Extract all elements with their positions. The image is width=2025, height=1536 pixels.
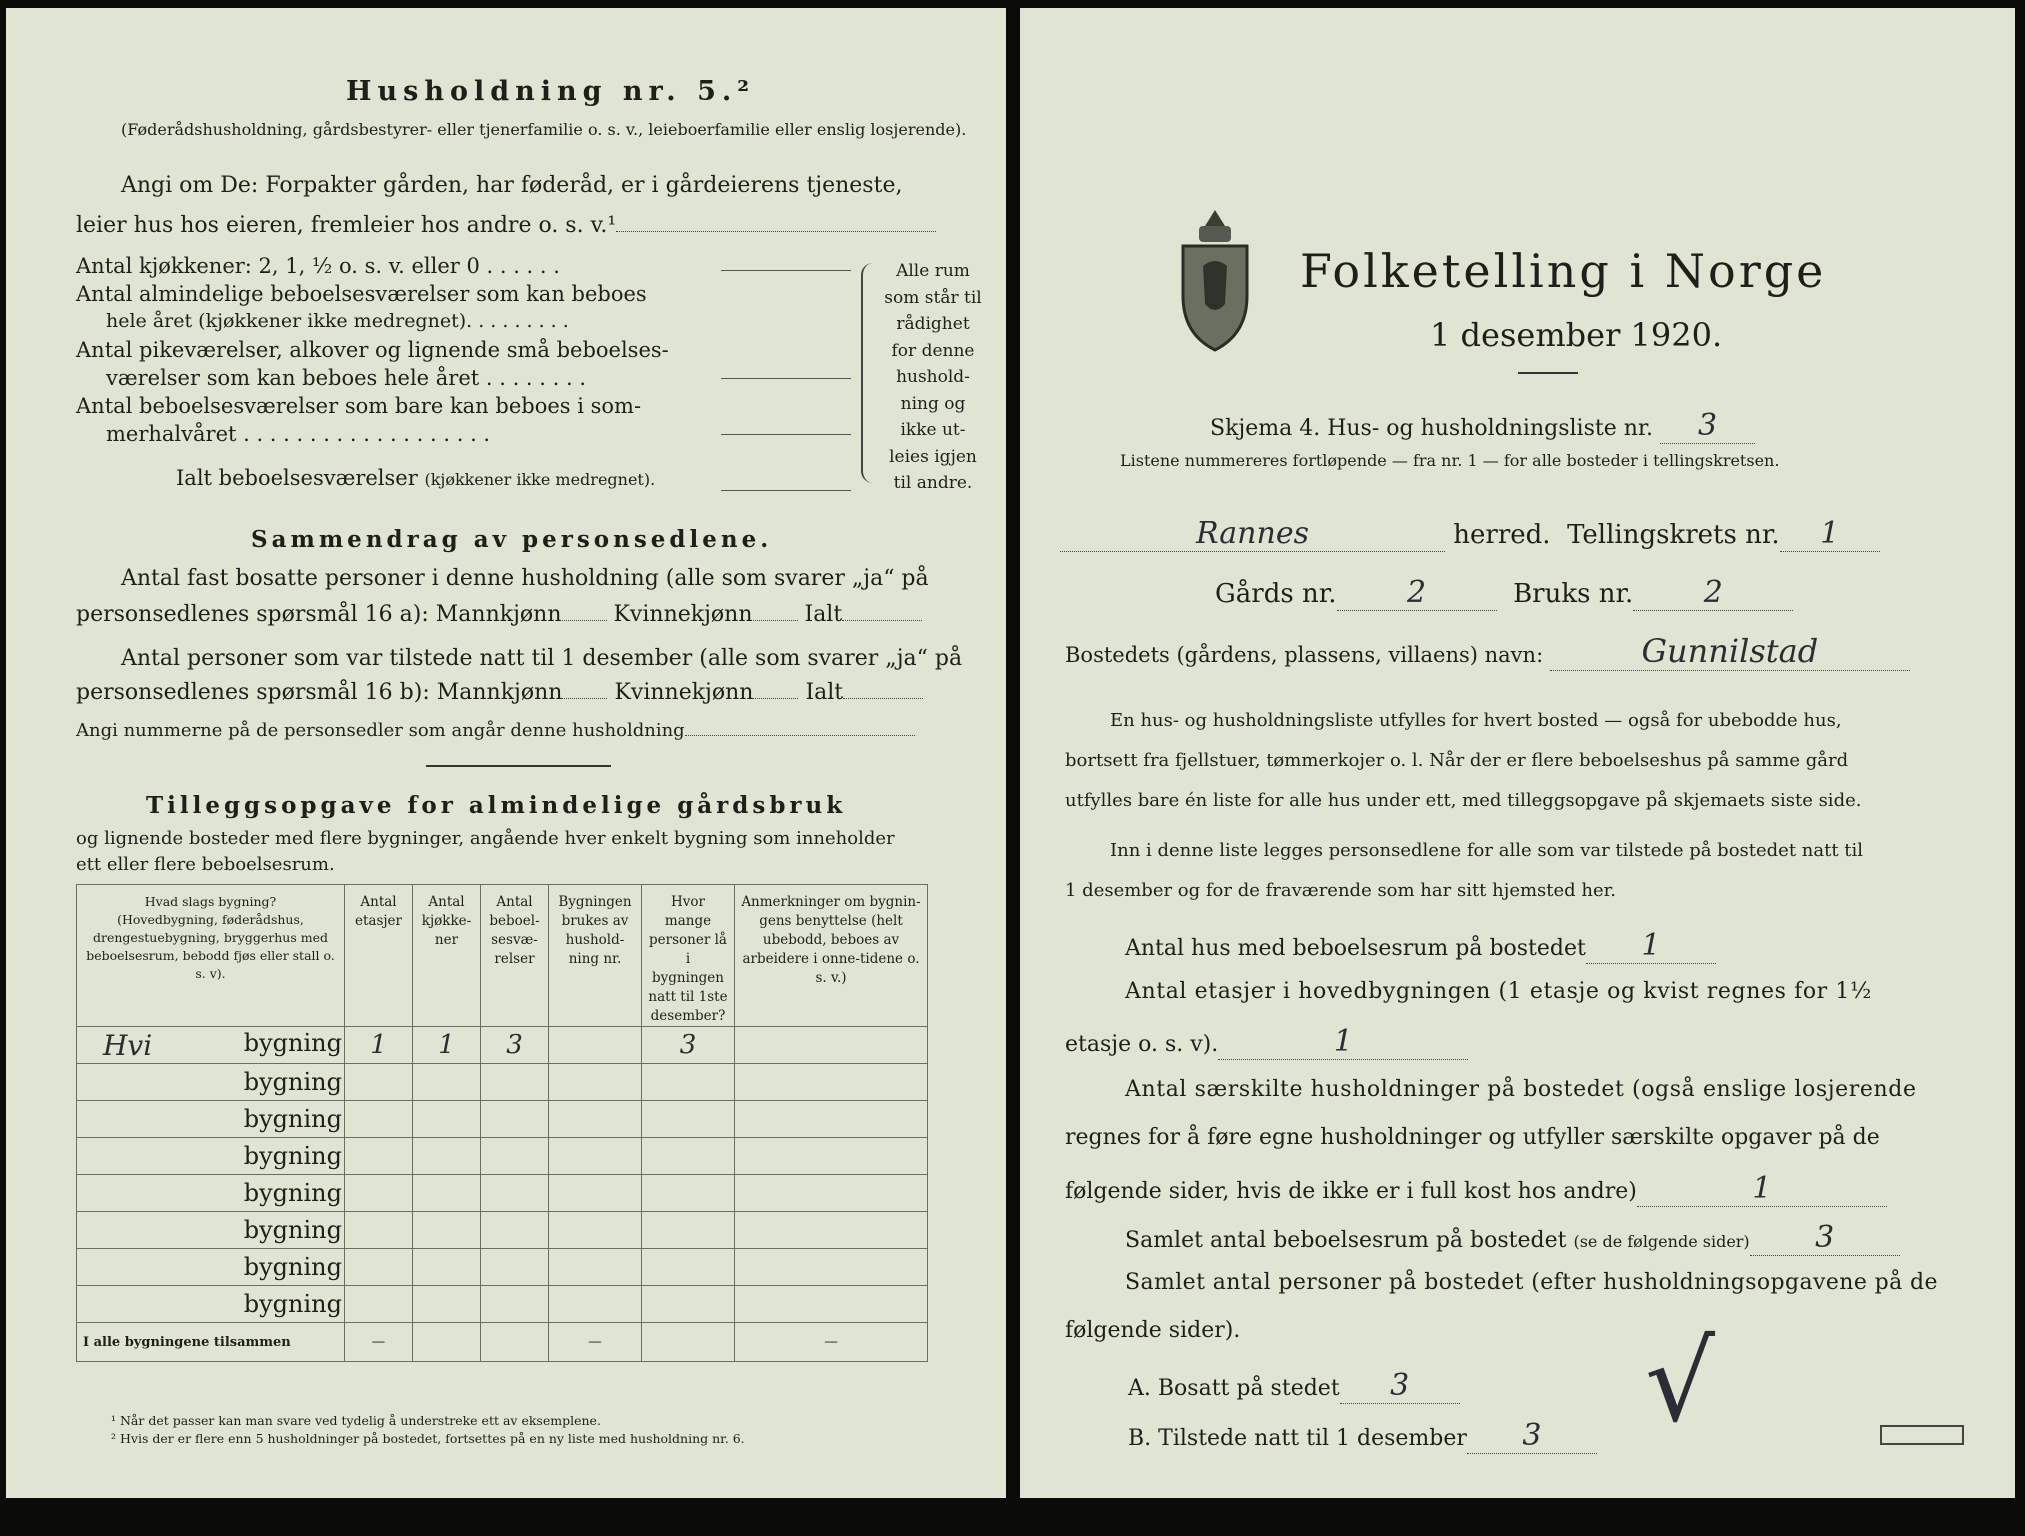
table-header: Anmerkninger om bygnin-gens benyttelse (helt ubebodd, beboes av arbeidere i onne-tidene o. s. v.): [735, 885, 928, 1027]
q-rooms: Samlet antal beboelsesrum på bostedet (se de følgende sider) 3: [1125, 1220, 1900, 1256]
table-cell-hush: [549, 1138, 642, 1175]
building-name-cell: [77, 1286, 345, 1323]
table-row: [77, 1064, 928, 1101]
table-row: [77, 1175, 928, 1212]
summary-fast-1: Antal fast bosatte personer i denne husholdning (alle som svarer „ja“ på: [121, 566, 929, 591]
rooms-side-note: [878, 258, 988, 497]
table-cell-rom: [481, 1249, 549, 1286]
rooms-total: Ialt beboelsesværelser (kjøkkener ikke medregnet).: [176, 466, 656, 490]
tillegg-sub-2: ett eller flere beboelsesrum.: [76, 854, 335, 875]
table-cell-kjokken: [413, 1138, 481, 1175]
table-header: Antal etasjer: [345, 885, 413, 1027]
instruction-line: En hus- og husholdningsliste utfylles for hvert bosted — også for ubebodde hus,: [1110, 710, 1842, 731]
table-cell-anm: [735, 1101, 928, 1138]
instruction-line: Inn i denne liste legges personsedlene for alle som var tilstede på bostedet natt til: [1110, 840, 1864, 861]
summary-present-1: Antal personer som var tilstede natt til 1 desember (alle som svarer „ja“ på: [121, 646, 963, 671]
table-cell-pers: [642, 1101, 735, 1138]
total-cell: [481, 1323, 549, 1362]
building-suffix: bygning: [243, 1028, 342, 1057]
table-cell-pers: [642, 1249, 735, 1286]
table-cell-hush: [549, 1027, 642, 1064]
rooms-kitchens: Antal kjøkkener: 2, 1, ½ o. s. v. eller 0 . . . . . .: [76, 254, 560, 278]
total-cell: —: [549, 1323, 642, 1362]
table-cell-kjokken: [413, 1064, 481, 1101]
side-note-line: for denne: [891, 340, 975, 361]
q-houses: Antal hus med beboelsesrum på bostedet 1: [1125, 928, 1716, 964]
q-households-2: regnes for å føre egne husholdninger og utfyller særskilte opgaver på de: [1065, 1125, 1880, 1150]
side-note-line: ikke ut-: [900, 420, 966, 440]
instructions-1: [1065, 701, 1995, 821]
q-floors-2: etasje o. s. v). 1: [1065, 1024, 1468, 1060]
table-cell-anm: [735, 1286, 928, 1323]
listene-note: Listene nummereres fortløpende — fra nr. 1 — for alle bosteder i tellingskretsen.: [1120, 451, 1780, 470]
table-cell-anm: [735, 1249, 928, 1286]
table-header: Hvad slags bygning? (Hovedbygning, føderådshus, drengestuebygning, bryggerhus med beboelsesrum, bebodd fjøs eller stall o. s. v).: [77, 885, 345, 1027]
table-cell-rom: [481, 1064, 549, 1101]
instruction-line: bortsett fra fjellstuer, tømmerkojer o. l. Når der er flere beboelseshus på samme gård: [1065, 750, 1849, 771]
building-name-cell: [77, 1138, 345, 1175]
side-note-line: Alle rum: [896, 261, 970, 281]
building-suffix: bygning: [243, 1290, 342, 1318]
table-row: [77, 1138, 928, 1175]
building-name-cell: [77, 1101, 345, 1138]
printer-stamp: [1880, 1425, 1964, 1445]
building-suffix: bygning: [243, 1142, 342, 1170]
angi-line-1: Angi om De: Forpakter gården, har føderåd, er i gårdeierens tjeneste,: [121, 173, 903, 198]
table-cell-pers: [642, 1138, 735, 1175]
summary-heading: Sammendrag av personsedlene.: [251, 526, 773, 553]
building-suffix: bygning: [243, 1253, 342, 1281]
q-present: B. Tilstede natt til 1 desember 3: [1128, 1418, 1597, 1454]
table-row: [77, 1286, 928, 1323]
table-cell-hush: [549, 1212, 642, 1249]
instruction-line: 1 desember og for de fraværende som har sitt hjemsted her.: [1065, 880, 1616, 901]
census-title: Folketelling i Norge: [1300, 244, 1827, 298]
table-cell-etasjer: [345, 1249, 413, 1286]
table-cell-etasjer: [345, 1286, 413, 1323]
footnote-1: ¹ Når det passer kan man svare ved tydelig å understreke ett av eksemplene.: [111, 1413, 601, 1428]
building-name-cell: [77, 1175, 345, 1212]
table-cell-pers: [642, 1064, 735, 1101]
total-label: I alle bygningene tilsammen: [77, 1323, 345, 1362]
table-cell-pers: [642, 1175, 735, 1212]
q-floors-1: Antal etasjer i hovedbygningen (1 etasje og kvist regnes for 1½: [1125, 979, 1872, 1004]
table-cell-rom: [481, 1175, 549, 1212]
building-name-value: Hvi: [103, 1028, 153, 1062]
total-cell: [642, 1323, 735, 1362]
table-cell-rom: 3: [481, 1027, 549, 1064]
table-cell-anm: [735, 1138, 928, 1175]
table-cell-kjokken: [413, 1249, 481, 1286]
q-resident: A. Bosatt på stedet 3: [1128, 1368, 1460, 1404]
table-cell-anm: [735, 1212, 928, 1249]
rooms-ordinary-1: Antal almindelige beboelsesværelser som kan beboes: [76, 282, 647, 306]
tillegg-sub-1: og lignende bosteder med flere bygninger, angående hver enkelt bygning som inneholder: [76, 828, 895, 849]
rooms-maid-2: værelser som kan beboes hele året . . . . . . . .: [106, 366, 586, 390]
tillegg-heading: Tilleggsopgave for almindelige gårdsbruk: [146, 792, 847, 819]
table-cell-anm: [735, 1175, 928, 1212]
total-cell: —: [345, 1323, 413, 1362]
table-cell-hush: [549, 1249, 642, 1286]
right-page: [1020, 8, 2015, 1498]
building-name-cell: [77, 1027, 345, 1064]
side-note-line: til andre.: [893, 473, 973, 493]
total-cell: —: [735, 1323, 928, 1362]
q-households-3: følgende sider, hvis de ikke er i full kost hos andre) 1: [1065, 1171, 1887, 1207]
table-cell-anm: [735, 1064, 928, 1101]
table-cell-kjokken: [413, 1175, 481, 1212]
table-cell-hush: [549, 1175, 642, 1212]
angi-line-2: leier hus hos eieren, fremleier hos andre o. s. v.¹: [76, 213, 936, 238]
table-header: Bygningen brukes av hushold-ning nr.: [549, 885, 642, 1027]
bosted-line: Bostedets (gårdens, plassens, villaens) navn: Gunnilstad: [1065, 632, 1910, 671]
table-cell-kjokken: 1: [413, 1027, 481, 1064]
table-cell-pers: 3: [642, 1027, 735, 1064]
q-households-1: Antal særskilte husholdninger på bostedet (også enslige losjerende: [1125, 1077, 1917, 1102]
table-total-row: [77, 1323, 928, 1362]
instructions-2: [1065, 831, 1995, 911]
table-cell-etasjer: [345, 1064, 413, 1101]
table-cell-etasjer: [345, 1175, 413, 1212]
table-cell-etasjer: [345, 1212, 413, 1249]
table-cell-etasjer: [345, 1101, 413, 1138]
building-name-cell: [77, 1212, 345, 1249]
instruction-line: utfylles bare én liste for alle hus under ett, med tilleggsopgave på skjemaets siste side.: [1065, 790, 1862, 811]
building-suffix: bygning: [243, 1105, 342, 1133]
herred-line: Rannes herred. Tellingskrets nr. 1: [1060, 516, 1880, 552]
table-cell-hush: [549, 1101, 642, 1138]
table-cell-pers: [642, 1212, 735, 1249]
table-cell-anm: [735, 1027, 928, 1064]
building-suffix: bygning: [243, 1179, 342, 1207]
table-header: Hvor mange personer lå i bygningen natt til 1ste desember?: [642, 885, 735, 1027]
check-mark: √: [1645, 1318, 1716, 1446]
footnote-2: ² Hvis der er flere enn 5 husholdninger på bostedet, fortsettes på en ny liste med husholdning nr. 6.: [111, 1431, 745, 1446]
table-cell-hush: [549, 1064, 642, 1101]
side-note-line: rådighet: [896, 314, 970, 334]
coat-of-arms-icon: [1175, 204, 1255, 354]
left-page: [6, 8, 1006, 1498]
building-suffix: bygning: [243, 1216, 342, 1244]
building-name-cell: [77, 1249, 345, 1286]
q-persons-1: Samlet antal personer på bostedet (efter husholdningsopgavene på de: [1125, 1270, 1938, 1295]
table-header: Antal kjøkke-ner: [413, 885, 481, 1027]
skjema-line: Skjema 4. Hus- og husholdningsliste nr. 3: [1210, 408, 1755, 444]
table-row: [77, 1212, 928, 1249]
gards-line: Gårds nr. 2 Bruks nr. 2: [1215, 575, 1793, 611]
table-row: [77, 1249, 928, 1286]
table-cell-rom: [481, 1101, 549, 1138]
side-note-line: hushold-: [896, 367, 970, 387]
side-note-line: leies igjen: [889, 446, 977, 467]
summary-numbers: Angi nummerne på de personsedler som angår denne husholdning: [76, 720, 915, 741]
building-name-cell: [77, 1064, 345, 1101]
summary-fast-2: personsedlenes spørsmål 16 a): Mannkjønn Kvinnekjønn Ialt: [76, 602, 922, 627]
table-cell-kjokken: [413, 1286, 481, 1323]
census-date: 1 desember 1920.: [1430, 316, 1723, 354]
table-cell-etasjer: [345, 1138, 413, 1175]
table-cell-kjokken: [413, 1101, 481, 1138]
rooms-ordinary-2: hele året (kjøkkener ikke medregnet). . . . . . . . .: [106, 310, 569, 332]
table-cell-rom: [481, 1138, 549, 1175]
table-cell-rom: [481, 1212, 549, 1249]
building-suffix: bygning: [243, 1068, 342, 1096]
table-cell-pers: [642, 1286, 735, 1323]
summary-present-2: personsedlenes spørsmål 16 b): Mannkjønn Kvinnekjønn Ialt: [76, 680, 923, 705]
table-row: [77, 1027, 928, 1064]
buildings-table: [76, 884, 928, 1362]
table-cell-hush: [549, 1286, 642, 1323]
rooms-maid-1: Antal pikeværelser, alkover og lignende små beboelses-: [76, 338, 669, 362]
side-note-line: som står til: [884, 287, 982, 308]
rooms-summer-1: Antal beboelsesværelser som bare kan beboes i som-: [76, 394, 642, 418]
household-subnote: (Føderådshusholdning, gårdsbestyrer- eller tjenerfamilie o. s. v., leieboerfamilie eller enslig losjerende).: [121, 120, 967, 139]
q-persons-2: følgende sider).: [1065, 1318, 1241, 1343]
rooms-summer-2: merhalvåret . . . . . . . . . . . . . . . . . . .: [106, 422, 491, 446]
table-cell-kjokken: [413, 1212, 481, 1249]
table-cell-rom: [481, 1286, 549, 1323]
table-row: [77, 1101, 928, 1138]
total-cell: [413, 1323, 481, 1362]
table-header: Antal beboel-sesvæ-relser: [481, 885, 549, 1027]
side-note-line: ning og: [900, 393, 966, 414]
household-heading: Husholdning nr. 5.²: [346, 76, 756, 107]
table-cell-etasjer: 1: [345, 1027, 413, 1064]
